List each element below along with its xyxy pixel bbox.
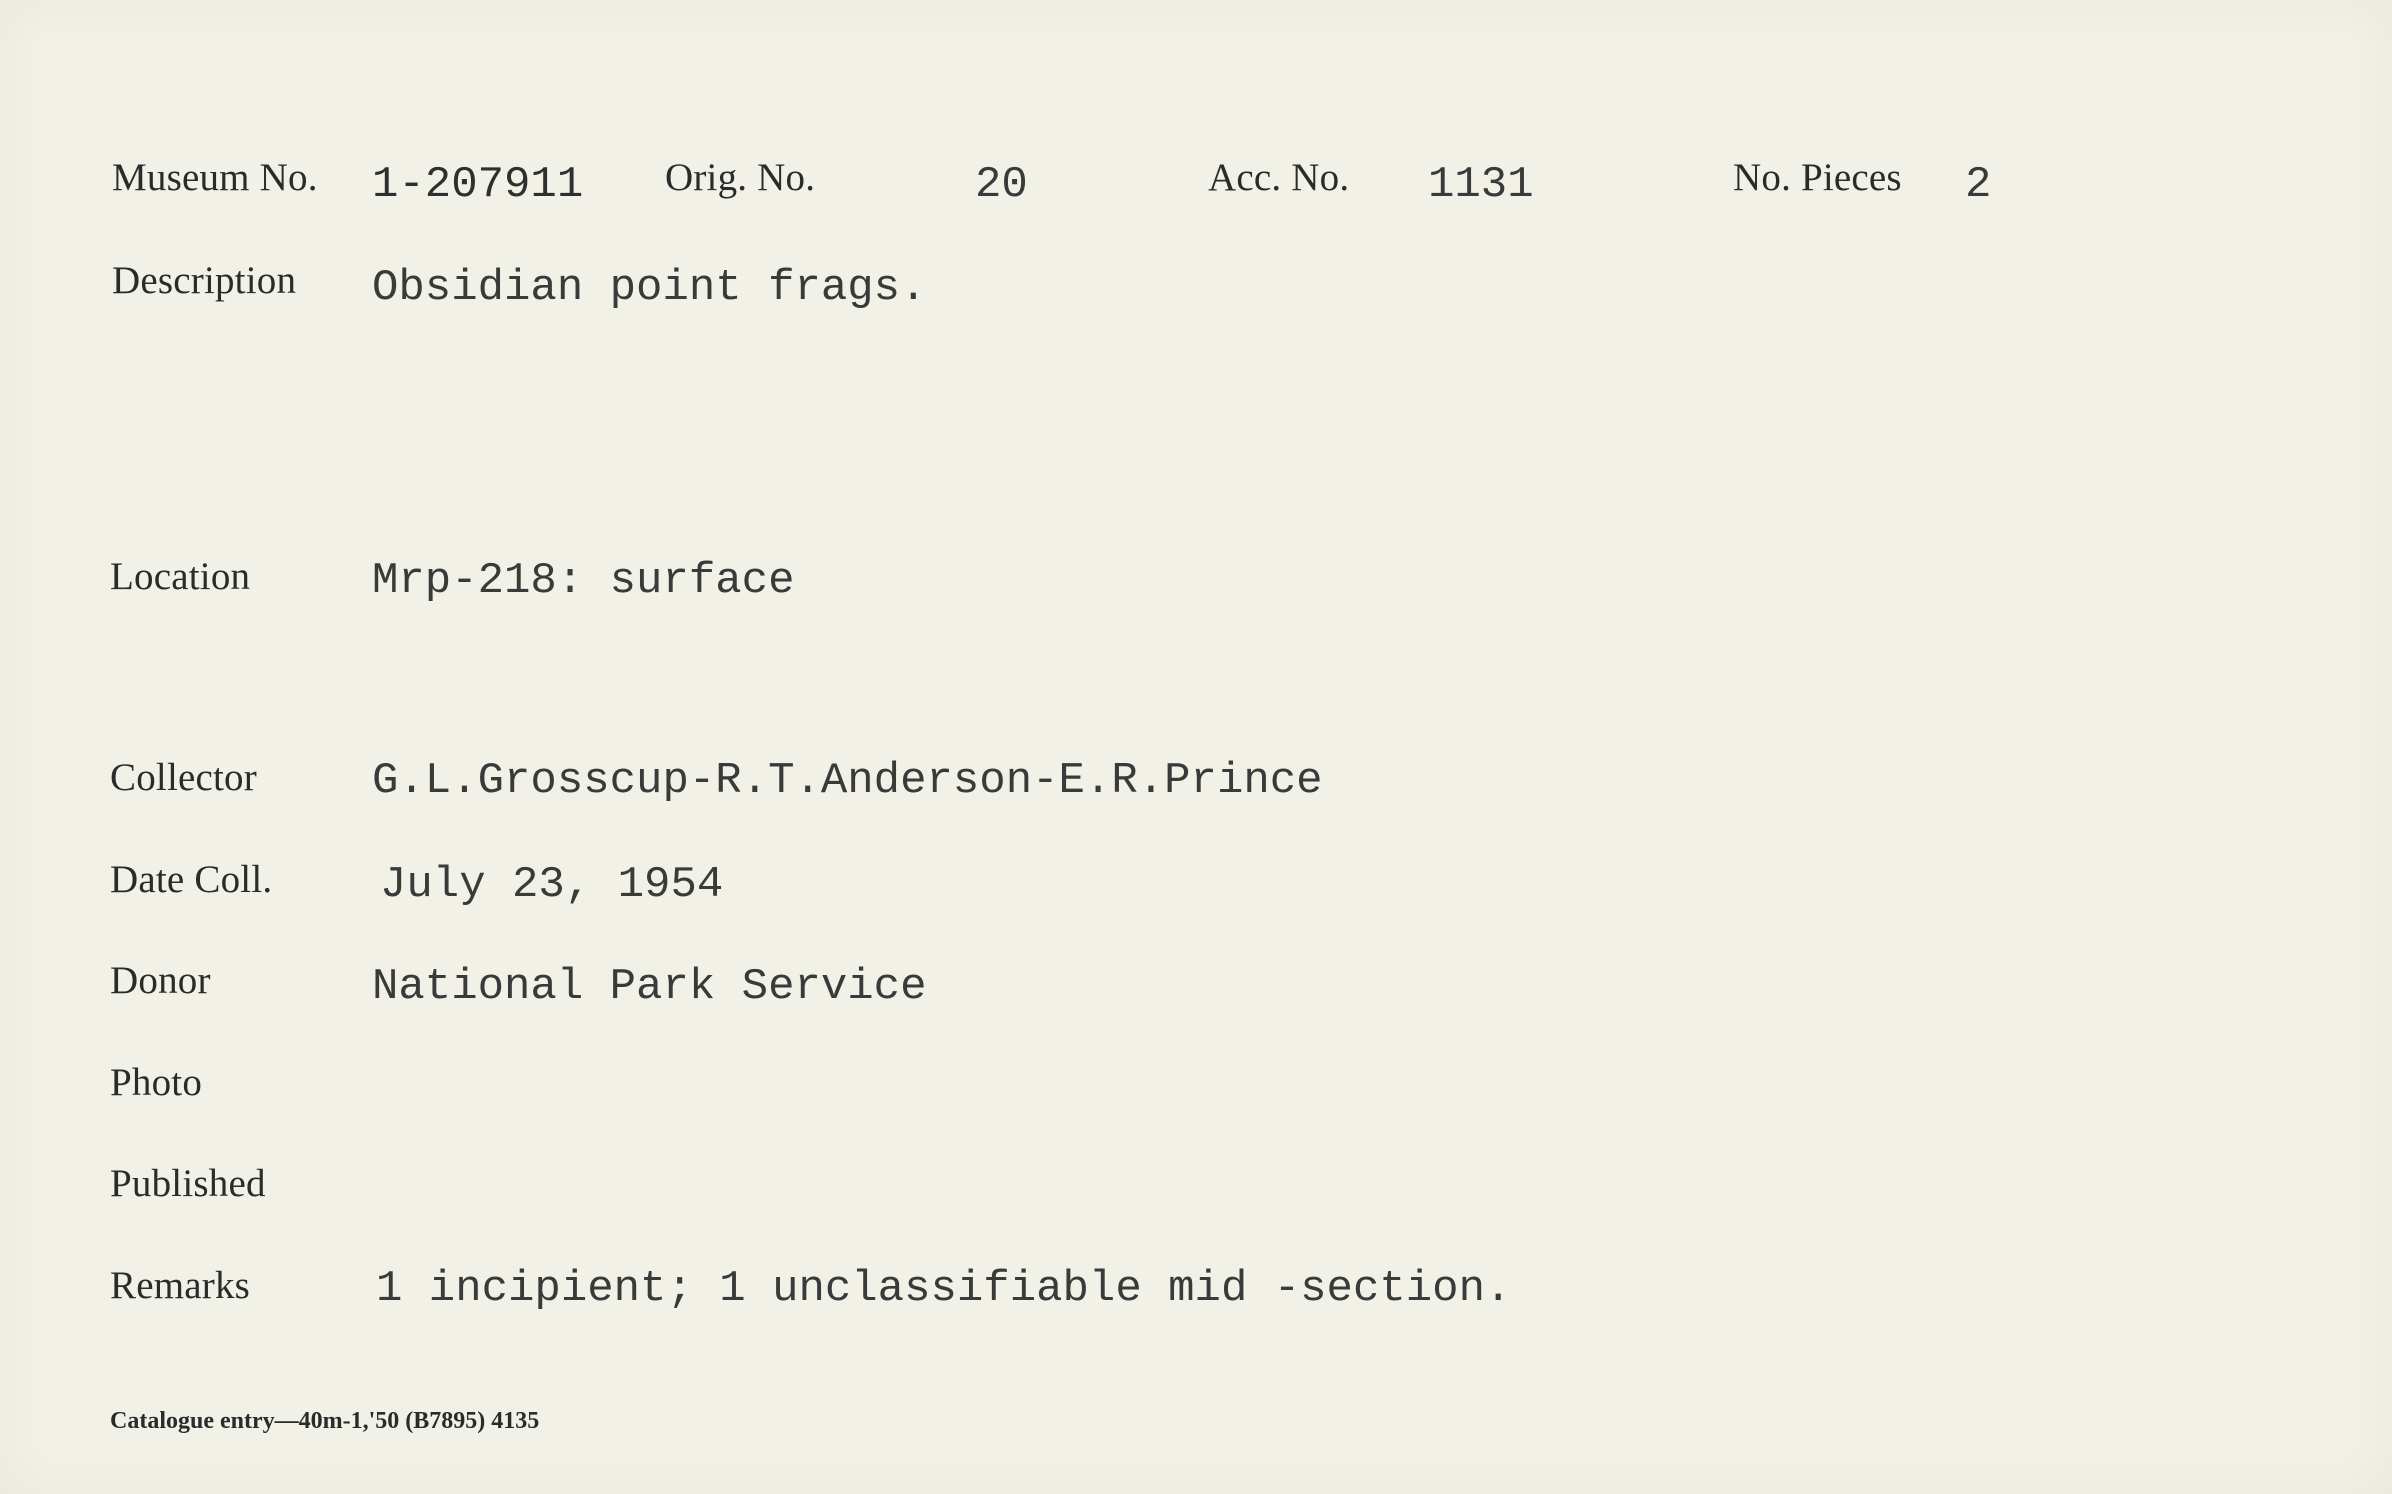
collector-label: Collector: [110, 756, 257, 799]
remarks-value: 1 incipient; 1 unclassifiable mid -section.: [376, 1264, 1512, 1314]
orig-no-value: 20: [975, 160, 1028, 210]
acc-no-label: Acc. No.: [1208, 156, 1350, 199]
remarks-label: Remarks: [110, 1264, 251, 1307]
no-pieces-label: No. Pieces: [1733, 156, 1902, 199]
donor-label: Donor: [110, 959, 211, 1002]
museum-no-value: 1-207911: [372, 160, 584, 210]
donor-value: National Park Service: [372, 962, 927, 1012]
orig-no-label: Orig. No.: [665, 156, 816, 199]
date-coll-label: Date Coll.: [110, 858, 273, 901]
description-value: Obsidian point frags.: [372, 263, 927, 313]
collector-value: G.L.Grosscup-R.T.Anderson-E.R.Prince: [372, 756, 1323, 806]
catalogue-entry-footer: Catalogue entry—40m-1,'50 (B7895) 4135: [110, 1408, 540, 1434]
acc-no-value: 1131: [1428, 160, 1534, 210]
no-pieces-value: 2: [1965, 160, 1992, 210]
location-label: Location: [110, 555, 251, 598]
location-value: Mrp-218: surface: [372, 556, 795, 606]
description-label: Description: [112, 259, 297, 302]
date-coll-value: July 23, 1954: [380, 860, 724, 910]
museum-no-label: Museum No.: [112, 156, 318, 199]
published-label: Published: [110, 1162, 266, 1205]
photo-label: Photo: [110, 1061, 203, 1104]
